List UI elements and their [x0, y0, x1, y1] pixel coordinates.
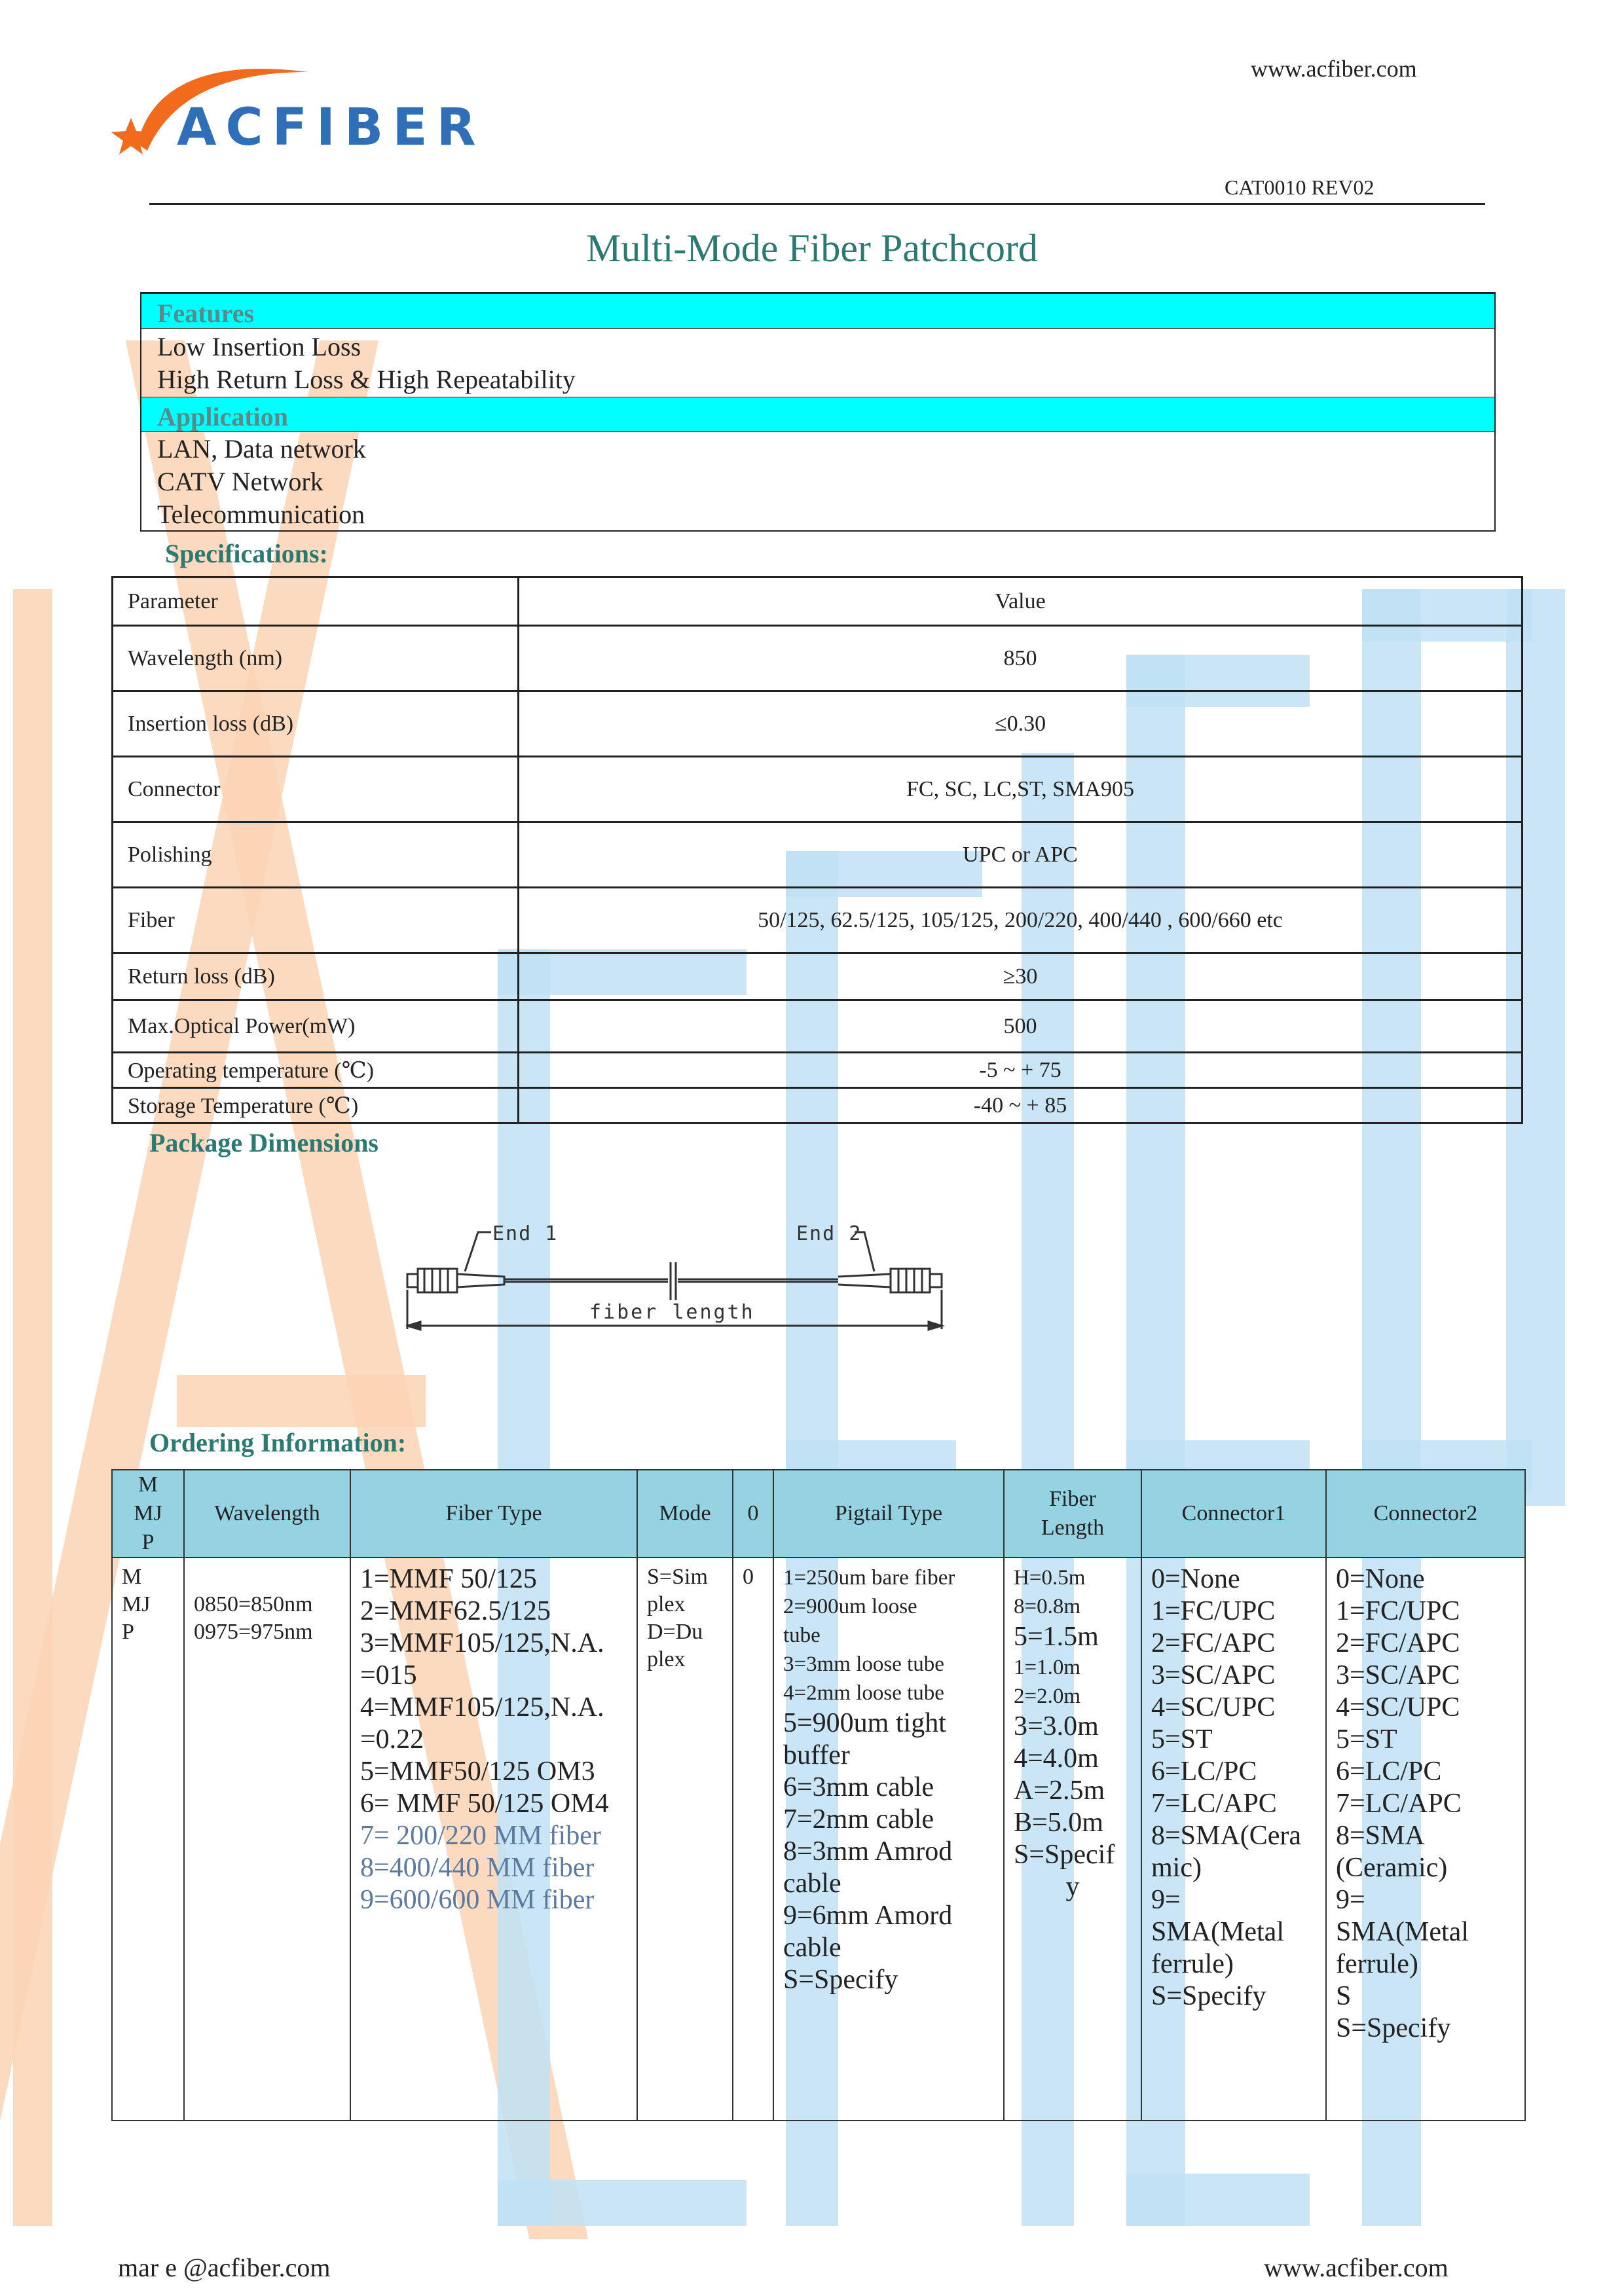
connector1-cell: 0=None 1=FC/UPC 2=FC/APC 3=SC/APC 4=SC/UPC 5=ST 6=LC/PC 7=LC/APC 8=SMA(Cera mic) 9= SMA(Metal ferrule) S=Specify	[1141, 1558, 1326, 2121]
param-cell: Polishing	[113, 822, 519, 888]
param-cell: Operating temperature (℃)	[113, 1053, 519, 1088]
features-band	[141, 293, 1494, 329]
footer-email-link[interactable]: mar e @acfiber.com	[118, 2253, 331, 2282]
column-header-connector2: Connector2	[1326, 1470, 1525, 1558]
zero-cell: 0	[733, 1558, 773, 2121]
table-row	[113, 691, 1522, 757]
logo-text: ACFIBER	[177, 98, 485, 157]
column-header-pigtail-type: Pigtail Type	[773, 1470, 1004, 1558]
application-band	[141, 397, 1494, 432]
value-cell: 850	[519, 626, 1522, 691]
param-cell: Storage Temperature (℃)	[113, 1088, 519, 1123]
table-row	[113, 888, 1522, 953]
code-cell: M MJ P	[112, 1558, 184, 2121]
table-row	[113, 953, 1522, 1000]
param-cell: Fiber	[113, 888, 519, 953]
application-item: LAN, Data network	[157, 434, 366, 464]
param-cell: Max.Optical Power(mW)	[113, 1000, 519, 1053]
table-row	[113, 626, 1522, 691]
header-website-link[interactable]: www.acfiber.com	[1251, 56, 1417, 82]
column-header-zero: 0	[733, 1470, 773, 1558]
patchcord-dimension-drawing	[406, 1211, 950, 1355]
package-heading: Package Dimensions	[149, 1128, 378, 1157]
table-header-row	[113, 577, 1522, 626]
table-row	[113, 822, 1522, 888]
column-header-mode: Mode	[637, 1470, 733, 1558]
column-header-value: Value	[519, 577, 1522, 626]
ordering-table	[111, 1469, 1526, 2121]
footer-website-link[interactable]: www.acfiber.com	[1264, 2253, 1449, 2282]
table-row	[113, 1053, 1522, 1088]
feature-item: Low Insertion Loss	[157, 332, 361, 361]
value-cell: 500	[519, 1000, 1522, 1053]
fiber-length-cell: H=0.5m 8=0.8m 5=1.5m 1=1.0m 2=2.0m 3=3.0m 4=4.0m A=2.5m B=5.0m S=Specif y	[1004, 1558, 1141, 2121]
page-title: Multi-Mode Fiber Patchcord	[586, 227, 1038, 270]
param-cell: Wavelength (nm)	[113, 626, 519, 691]
value-cell: -5 ~ + 75	[519, 1053, 1522, 1088]
specifications-heading: Specifications:	[165, 539, 328, 568]
column-header-fiber-length: Fiber Length	[1004, 1470, 1141, 1558]
column-header-parameter: Parameter	[113, 577, 519, 626]
table-row	[112, 1558, 1525, 2121]
param-cell: Return loss (dB)	[113, 953, 519, 1000]
application-item: Telecommunication	[157, 500, 365, 529]
value-cell: ≥30	[519, 953, 1522, 1000]
feature-item: High Return Loss & High Repeatability	[157, 365, 576, 394]
catalog-number: CAT0010 REV02	[1225, 175, 1375, 199]
column-header-wavelength: Wavelength	[184, 1470, 350, 1558]
connector2-cell: 0=None 1=FC/UPC 2=FC/APC 3=SC/APC 4=SC/UPC 5=ST 6=LC/PC 7=LC/APC 8=SMA (Ceramic) 9= SMA(Metal ferrule) S S=Specify	[1326, 1558, 1525, 2121]
value-cell: 50/125, 62.5/125, 105/125, 200/220, 400/440 , 600/660 etc	[519, 888, 1522, 953]
features-heading: Features	[157, 299, 255, 328]
column-header-code: M MJ P	[112, 1470, 184, 1558]
specifications-table	[111, 576, 1523, 1124]
param-cell: Connector	[113, 757, 519, 822]
ordering-heading: Ordering Information:	[149, 1428, 407, 1457]
header-divider	[149, 203, 1485, 205]
value-cell: UPC or APC	[519, 822, 1522, 888]
end1-label: End 1	[492, 1222, 559, 1245]
value-cell: FC, SC, LC,ST, SMA905	[519, 757, 1522, 822]
table-row	[113, 757, 1522, 822]
wavelength-cell: 0850=850nm 0975=975nm	[184, 1558, 350, 2121]
table-row	[113, 1088, 1522, 1123]
value-cell: ≤0.30	[519, 691, 1522, 757]
fiber-type-cell: 1=MMF 50/125 2=MMF62.5/125 3=MMF105/125,N.A. =015 4=MMF105/125,N.A. =0.22 5=MMF50/125 OM3 6= MMF 50/125 OM4 7= 200/220 MM fiber 8=400/440 MM fiber 9=600/600 MM fiber	[350, 1558, 637, 2121]
application-heading: Application	[157, 402, 289, 431]
end2-label: End 2	[796, 1222, 862, 1245]
param-cell: Insertion loss (dB)	[113, 691, 519, 757]
pigtail-type-cell: 1=250um bare fiber 2=900um loose tube 3=3mm loose tube 4=2mm loose tube 5=900um tight buffer 6=3mm cable 7=2mm cable 8=3mm Amrod cable 9=6mm Amord cable S=Specify	[773, 1558, 1004, 2121]
column-header-fiber-type: Fiber Type	[350, 1470, 637, 1558]
features-application-box	[140, 292, 1496, 532]
table-row	[113, 1000, 1522, 1053]
column-header-connector1: Connector1	[1141, 1470, 1326, 1558]
table-header-row	[112, 1470, 1525, 1558]
value-cell: -40 ~ + 85	[519, 1088, 1522, 1123]
application-item: CATV Network	[157, 467, 323, 496]
mode-cell: S=Sim plex D=Du plex	[637, 1558, 733, 2121]
fiber-length-label: fiber length	[589, 1301, 755, 1324]
